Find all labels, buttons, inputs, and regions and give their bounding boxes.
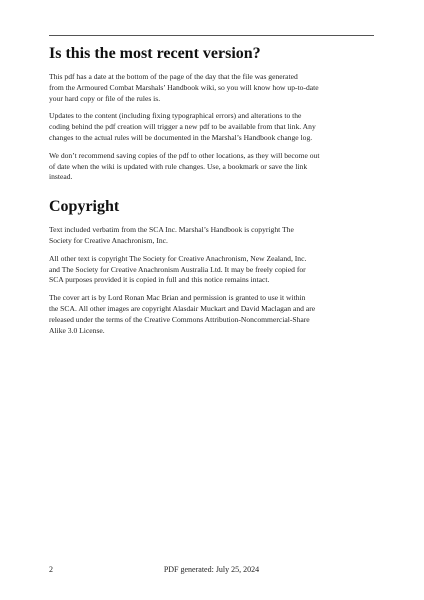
text-line: All other text is copyright The Society for Creative Anachronism, New Zealand, Inc.: [49, 253, 307, 263]
paragraph-saving-copies: [49, 151, 374, 183]
text-line: of date when the wiki is updated with rule changes. Use, a bookmark or save the link: [49, 161, 308, 171]
text-line: We don’t recommend saving copies of the pdf to other locations, as they will become out: [49, 150, 320, 160]
page-number: 2: [49, 565, 53, 574]
text-line: released under the terms of the Creative Commons Attribution-Noncommercial-Share: [49, 314, 310, 324]
text-line: changes to the actual rules will be documented in the Marshal’s Handbook change log.: [49, 132, 313, 142]
text-line: your hard copy or file of the rules is.: [49, 93, 161, 103]
paragraph-updates: [49, 111, 374, 143]
paragraph-cover-art: [49, 293, 374, 336]
text-line: Alike 3.0 License.: [49, 325, 105, 335]
text-line: Society for Creative Anachronism, Inc.: [49, 235, 168, 245]
text-line: coding behind the pdf creation will trigger a new pdf to be available from that link. Any: [49, 122, 316, 132]
text-line: Updates to the content (including fixing typographical errors) and alterations to the: [49, 111, 302, 121]
paragraph-other-text-copyright: [49, 254, 374, 286]
text-line: the SCA. All other images are copyright Alasdair Muckart and David Maclagan and are: [49, 303, 316, 313]
text-line: instead.: [49, 172, 73, 182]
text-line: The cover art is by Lord Ronan Mac Brian and permission is granted to use it within: [49, 293, 306, 303]
page-footer: [49, 564, 374, 576]
text-line: This pdf has a date at the bottom of the page of the day that the file was generated: [49, 72, 298, 81]
header-rule: [49, 35, 374, 36]
page-content: [49, 44, 374, 343]
paragraph-pdf-date: [49, 72, 374, 104]
text-line: and The Society for Creative Anachronism Australia Ltd. It may be freely copied for: [49, 264, 306, 274]
text-line: Text included verbatim from the SCA Inc. Marshal’s Handbook is copyright The: [49, 225, 294, 235]
text-line: from the Armoured Combat Marshals’ Handbook wiki, so you will know how up-to-date: [49, 82, 319, 92]
text-line: SCA purposes provided it is copied in full and this notice remains intact.: [49, 275, 270, 285]
section-heading-recent-version: Is this the most recent version?: [49, 45, 261, 62]
pdf-generated-date: PDF generated: July 25, 2024: [163, 565, 260, 574]
section-heading-copyright: Copyright: [49, 198, 120, 216]
paragraph-verbatim-copyright: [49, 225, 374, 247]
